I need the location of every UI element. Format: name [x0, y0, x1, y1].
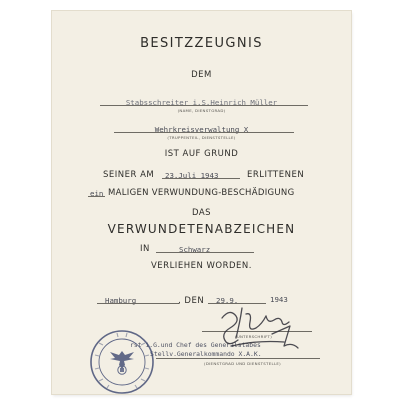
wound-count-typed: ein [90, 189, 104, 198]
verliehen-text: VERLIEHEN WORDEN. [150, 261, 252, 271]
in-label: IN [140, 244, 150, 254]
official-stamp [89, 329, 155, 394]
unit-caption: (TRUPPENTEIL, DIENSTSTELLE) [167, 135, 236, 140]
wound-date-typed: 23.Juli 1943 [165, 171, 219, 180]
wound-date-line [162, 178, 240, 179]
recipient-caption: (NAME, DIENSTGRAD) [177, 108, 226, 113]
issue-year: 1943 [270, 295, 288, 304]
unit-line [114, 132, 294, 133]
signature-caption: (UNTERSCHRIFT) [235, 334, 273, 339]
award-name: VERWUNDETENABZEICHEN [107, 222, 296, 236]
signer-office-line: Stellv.Generalkommando X.A.K. [150, 350, 262, 358]
recipient-line [100, 105, 308, 106]
eagle-emblem-icon [110, 351, 134, 374]
unit-typed: Wehrkreisverwaltung X [154, 125, 249, 134]
wound-count-line [88, 196, 105, 197]
document-title: BESITZZEUGNIS [140, 36, 263, 51]
certificate-document [52, 11, 351, 394]
award-grade-line [156, 252, 254, 253]
place-typed: Hamburg [105, 296, 137, 305]
signer-caption: (DIENSTGRAD UND DIENSTSTELLE) [204, 361, 281, 366]
ist-auf-grund-text: IST AUF GRUND [164, 149, 239, 159]
recipient-name-typed: Stabsschreiter i.S.Heinrich Müller [125, 98, 278, 107]
dem-label: DEM [191, 70, 212, 80]
issue-date-typed: 29.9. [216, 296, 239, 305]
seiner-am-text: SEINER AM [103, 170, 155, 180]
signer-rank-line: rst i.G.und Chef des Generalstabes [130, 341, 261, 349]
erlittenen-text: ERLITTENEN [247, 170, 305, 180]
den-label: , DEN [178, 296, 205, 306]
das-text: DAS [191, 208, 212, 218]
award-grade-typed: Schwarz [179, 245, 211, 254]
place-line [97, 303, 179, 304]
handwritten-signature [212, 304, 306, 360]
wound-text: MALIGEN VERWUNDUNG-BESCHÄDIGUNG [108, 188, 295, 198]
